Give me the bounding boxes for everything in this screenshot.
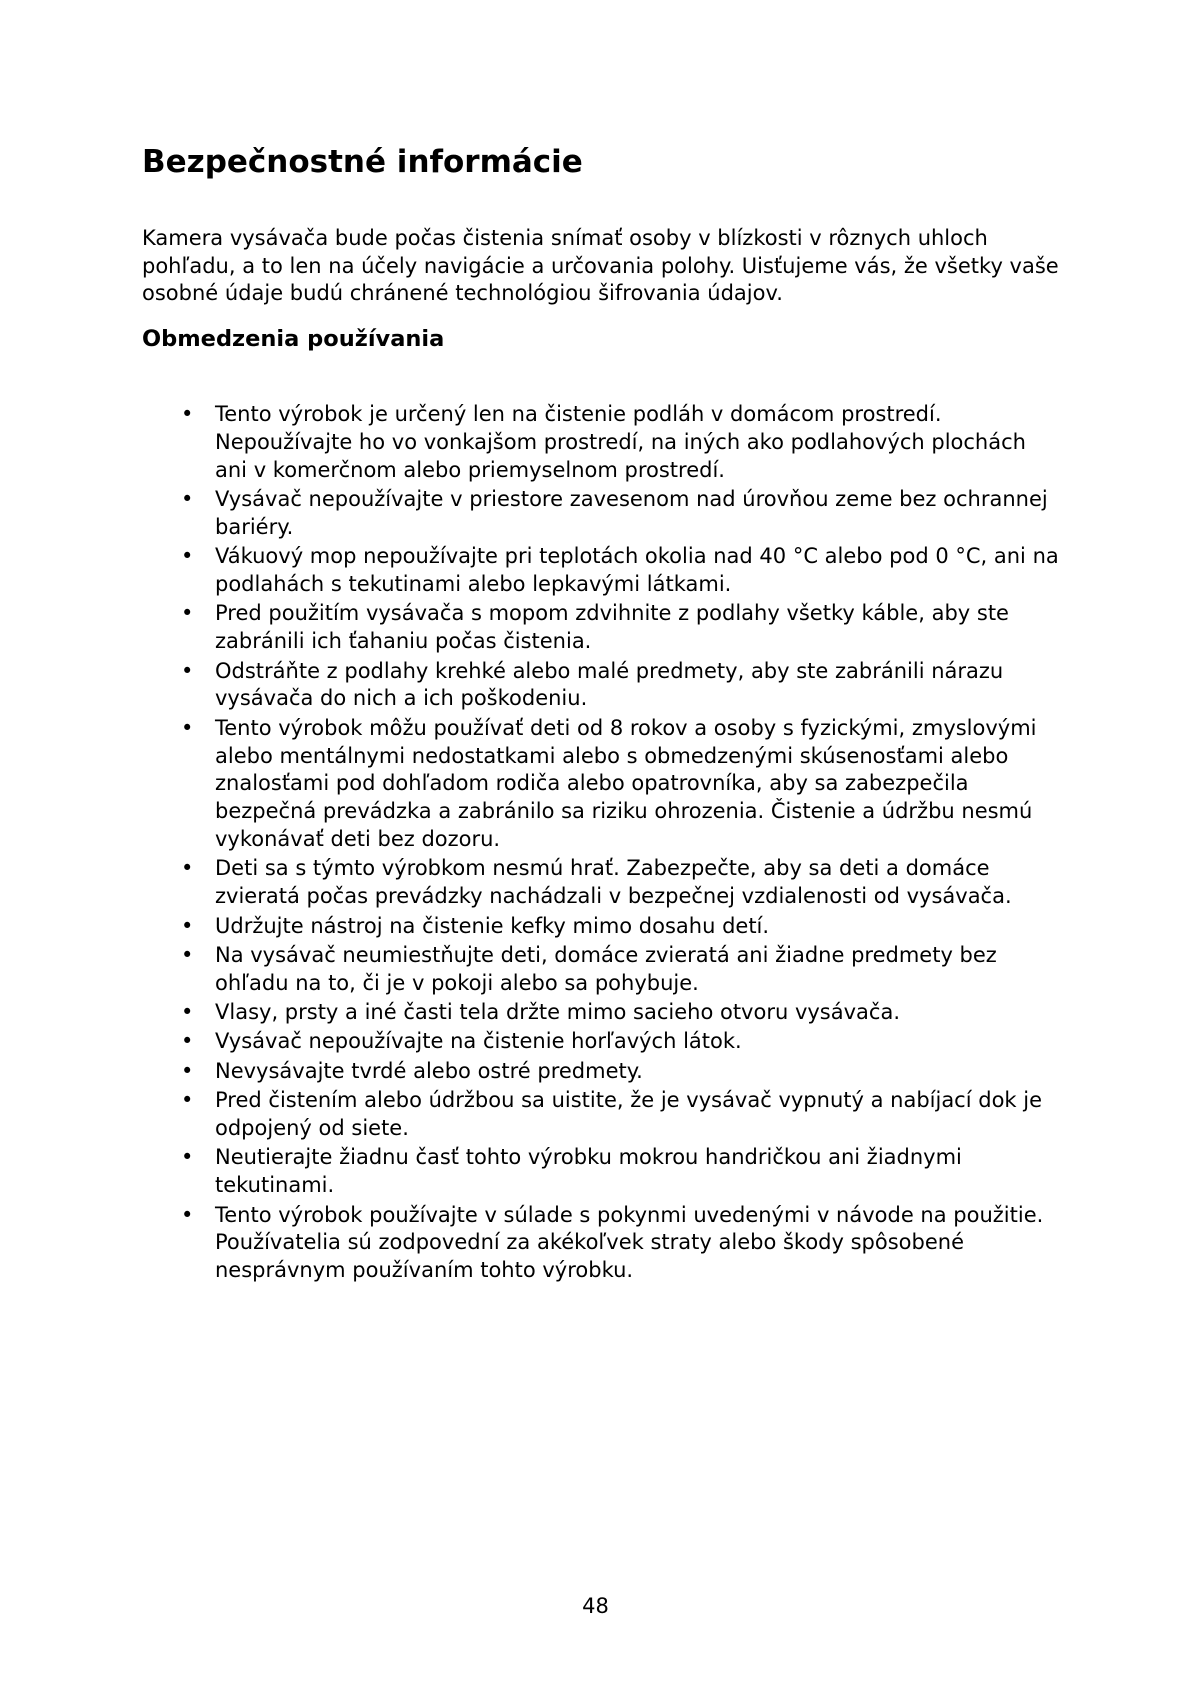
list-item bbox=[142, 1058, 1062, 1086]
list-item-text: Neutierajte žiadnu časť tohto výrobku mokrou handričkou ani žiadnymi tekutinami. bbox=[215, 1145, 962, 1198]
bullet-icon: • bbox=[181, 1202, 194, 1227]
list-item-text: Udržujte nástroj na čistenie kefky mimo dosahu detí. bbox=[215, 913, 770, 938]
list-item bbox=[142, 1028, 1062, 1056]
list-item bbox=[142, 658, 1062, 714]
list-item bbox=[142, 543, 1062, 599]
list-item-text: Pred použitím vysávača s mopom zdvihnite z podlahy všetky káble, aby ste zabránili ich ťahaniu počas čistenia. bbox=[215, 601, 1009, 654]
list-item-text: Tento výrobok môžu používať deti od 8 rokov a osoby s fyzickými, zmyslovými alebo mentálnymi nedostatkami alebo s obmedzenými skúsenosťami alebo znalosťami pod dohľadom rodiča alebo opatrovníka, aby sa zabezpečila bezpečná prevádzka a zabránilo sa riziku ohrozenia. Čistenie a údržbu nesmú vykonávať deti bez dozoru. bbox=[215, 715, 1037, 851]
bullet-icon: • bbox=[181, 402, 194, 426]
list-item-text: Nevysávajte tvrdé alebo ostré predmety. bbox=[215, 1058, 643, 1083]
list-item-text: Tento výrobok je určený len na čistenie podláh v domácom prostredí. Nepoužívajte ho vo vonkajšom prostredí, na iných ako podlahových plochách ani v komerčnom alebo priemyselnom prostredí. bbox=[215, 402, 1026, 482]
list-item bbox=[142, 1202, 1062, 1285]
list-item-text: Vlasy, prsty a iné časti tela držte mimo sacieho otvoru vysávača. bbox=[215, 1000, 901, 1025]
page-title: Bezpečnostné informácie bbox=[142, 144, 583, 180]
bullet-icon: • bbox=[181, 942, 194, 967]
list-item bbox=[142, 486, 1062, 542]
intro-paragraph: Kamera vysávača bude počas čistenia snímať osoby v blízkosti v rôznych uhloch pohľadu, a to len na účely navigácie a určovania polohy. Uisťujeme vás, že všetky vaše osobné údaje budú chránené technológiou šifrovania údajov. bbox=[142, 226, 1059, 305]
list-item bbox=[142, 1144, 1062, 1200]
bullet-icon: • bbox=[181, 1088, 194, 1113]
section-heading: Obmedzenia používania bbox=[142, 326, 445, 352]
list-item-text: Tento výrobok používajte v súlade s pokynmi uvedenými v návode na použitie. Používatelia sú zodpovední za akékoľvek straty alebo škody spôsobené nesprávnym používaním tohto výrobku. bbox=[215, 1202, 1044, 1283]
restrictions-list bbox=[142, 401, 1062, 1287]
list-item bbox=[142, 942, 1062, 998]
bullet-icon: • bbox=[181, 1145, 194, 1170]
bullet-icon: • bbox=[181, 1029, 194, 1054]
list-item bbox=[142, 913, 1062, 941]
bullet-icon: • bbox=[181, 486, 194, 511]
list-item bbox=[142, 401, 1062, 484]
list-item-text: Na vysávač neumiestňujte deti, domáce zvieratá ani žiadne predmety bez ohľadu na to, či je v pokoji alebo sa pohybuje. bbox=[215, 942, 997, 995]
bullet-icon: • bbox=[181, 715, 194, 740]
bullet-icon: • bbox=[181, 601, 194, 626]
list-item-text: Deti sa s týmto výrobkom nesmú hrať. Zabezpečte, aby sa deti a domáce zvieratá počas prevádzky nachádzali v bezpečnej vzdialenosti od vysávača. bbox=[215, 856, 1012, 909]
list-item-text: Vysávač nepoužívajte na čistenie horľavých látok. bbox=[215, 1029, 742, 1054]
list-item bbox=[142, 1087, 1062, 1143]
page-number: 48 bbox=[582, 1594, 609, 1618]
bullet-icon: • bbox=[181, 1000, 194, 1025]
list-item-text: Pred čistením alebo údržbou sa uistite, že je vysávač vypnutý a nabíjací dok je odpojený od siete. bbox=[215, 1088, 1043, 1141]
list-item bbox=[142, 715, 1062, 854]
list-item bbox=[142, 999, 1062, 1027]
list-item bbox=[142, 600, 1062, 656]
bullet-icon: • bbox=[181, 544, 194, 569]
list-item-text: Vákuový mop nepoužívajte pri teplotách okolia nad 40 °C alebo pod 0 °C, ani na podlahách s tekutinami alebo lepkavými látkami. bbox=[215, 544, 1059, 596]
bullet-icon: • bbox=[181, 856, 194, 881]
list-item bbox=[142, 855, 1062, 911]
list-item-text: Odstráňte z podlahy krehké alebo malé predmety, aby ste zabránili nárazu vysávača do nich a ich poškodeniu. bbox=[215, 658, 1004, 711]
list-item-text: Vysávač nepoužívajte v priestore zavesenom nad úrovňou zeme bez ochrannej bariéry. bbox=[215, 486, 1048, 539]
bullet-icon: • bbox=[181, 913, 194, 938]
bullet-icon: • bbox=[181, 1058, 194, 1083]
bullet-icon: • bbox=[181, 658, 194, 683]
